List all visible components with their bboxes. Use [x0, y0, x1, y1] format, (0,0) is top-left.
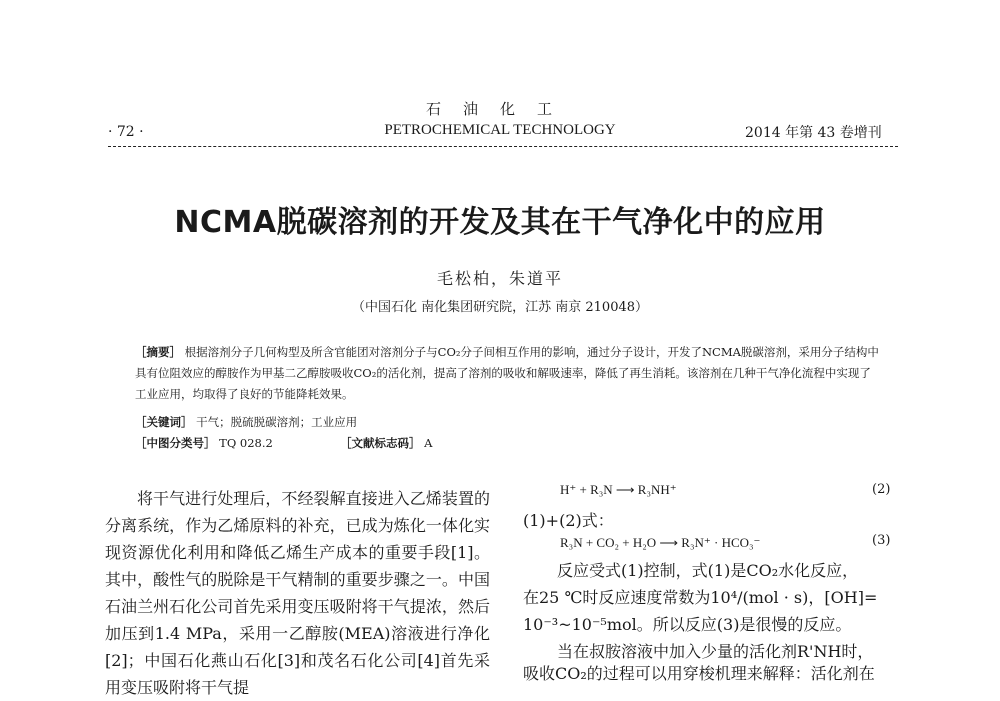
doc-code-label: ［文献标志码］ — [340, 436, 421, 450]
clc-number — [135, 435, 273, 451]
clc-value: TQ 028.2 — [219, 436, 273, 450]
page-number: · 72 · — [108, 124, 144, 140]
issue-info: 2014 年第 43 卷增刊 — [745, 125, 882, 141]
journal-name-en: PETROCHEMICAL TECHNOLOGY — [384, 122, 616, 138]
keywords-label: ［关键词］ — [135, 415, 193, 429]
equation-2: H⁺ + R₃N ⟶ R₃NH⁺ — [560, 482, 677, 497]
clc-label: ［中图分类号］ — [135, 436, 216, 450]
body-left-paragraph: 将干气进行处理后，不经裂解直接进入乙烯装置的分离系统，作为乙烯原料的补充，已成为炼化一体化实现资源优化利用和降低乙烯生产成本的重要手段[1]。其中，酸性气的脱除是干气精制的重要步骤之一。中国石油兰州石化公司首先采用变压吸附将干气提浓，然后加压到1.4 MPa，采用一乙醇胺(MEA)溶液进行净化[2]；中国石化燕山石化[3]和茂名石化公司[4]首先采用变压吸附将干气提 — [105, 489, 490, 697]
right-paragraph-1-line-3: 10⁻³~10⁻⁵mol。所以反应(3)是很慢的反应。 — [523, 615, 852, 634]
abstract-text: 根据溶剂分子几何构型及所含官能团对溶剂分子与CO₂分子间相互作用的影响，通过分子设计，开发了NCMA脱碳溶剂，采用分子结构中具有位阻效应的醇胺作为甲基二乙醇胺吸收CO₂的活化剂，提高了溶剂的吸收和解吸速率，降低了再生消耗。该溶剂在几种干气净化流程中实现了工业应用，均取得了良好的节能降耗效果。 — [135, 345, 879, 401]
abstract — [135, 342, 880, 405]
header-rule — [108, 146, 898, 147]
authors: 毛松柏，朱道平 — [436, 269, 563, 288]
right-paragraph-1-line-1: 反应受式(1)控制，式(1)是CO₂水化反应， — [557, 561, 859, 580]
article-title: NCMA脱碳溶剂的开发及其在干气净化中的应用 — [174, 205, 826, 240]
right-paragraph-2-line-2: 吸收CO₂的过程可以用穿梭机理来解释：活化剂在 — [523, 664, 875, 683]
doc-code-value: A — [424, 436, 433, 450]
journal-name-cn: 石油化工 — [425, 100, 574, 118]
right-paragraph-2-line-1: 当在叔胺溶液中加入少量的活化剂R'NH时， — [557, 642, 874, 661]
abstract-label: ［摘要］ — [135, 345, 181, 359]
equation-combine-label: (1)+(2)式： — [523, 511, 614, 530]
right-paragraph-1-line-2: 在25 ℃时反应速度常数为10⁴/(mol · s)，[OH]= — [523, 588, 878, 607]
equation-2-number: (2) — [872, 482, 891, 497]
keywords-text: 干气；脱硫脱碳溶剂；工业应用 — [196, 415, 358, 429]
affiliation: （中国石化 南化集团研究院，江苏 南京 210048） — [351, 300, 649, 315]
equation-3: R₃N + CO₂ + H₂O ⟶ R₃N⁺ · HCO₃⁻ — [560, 535, 761, 550]
keywords — [135, 414, 357, 430]
equation-3-number: (3) — [872, 533, 891, 548]
document-code — [340, 435, 432, 451]
